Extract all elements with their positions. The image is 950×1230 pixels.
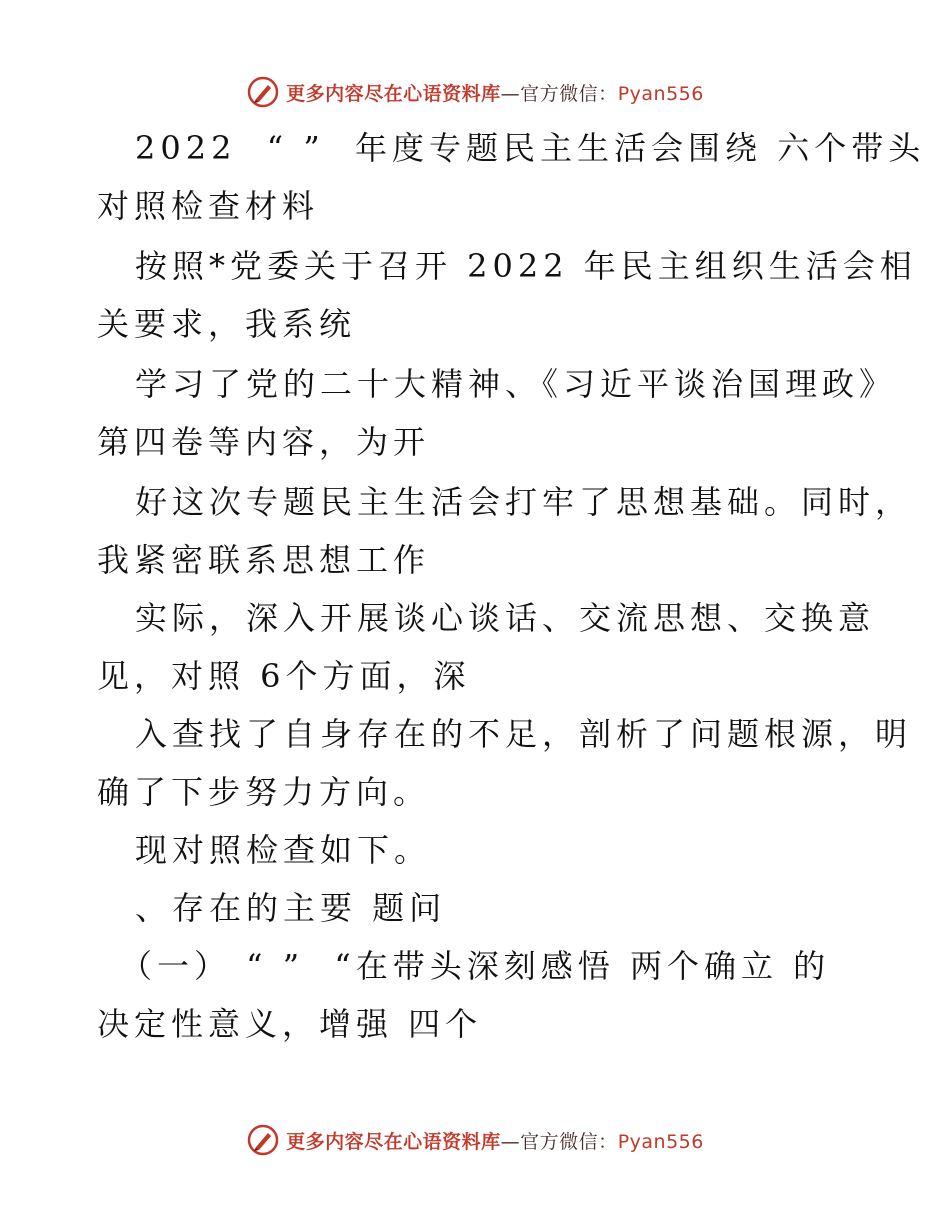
paragraph-line: 见，对照 6个方面，深 (97, 657, 471, 695)
paragraph-line: 现对照检查如下。 (135, 831, 432, 869)
paragraph-line: 决定性意义，增强 四个 (97, 1005, 483, 1043)
title-line-1: 2022 “ ” 年度专题民主生活会围绕 六个带头 (135, 129, 926, 167)
paragraph-line: 入查找了自身存在的不足，剖析了问题根源，明 (135, 715, 913, 753)
paragraph-line: 好这次专题民主生活会打牢了思想基础。同时， (135, 483, 913, 521)
watermark-wechat-id: Pyan556 (617, 82, 704, 105)
section-heading: 、存在的主要 题问 (135, 889, 447, 927)
paragraph-line: 按照*党委关于召开 2022 年民主组织生活会相 (135, 247, 917, 285)
paragraph-line: 实际，深入开展谈心谈话、交流思想、交换意 (135, 599, 876, 637)
watermark-site-text: 更多内容尽在心语资料库 (286, 1130, 501, 1153)
pen-nib-logo-icon (246, 1123, 280, 1157)
paragraph-line: 关要求，我系统 (97, 305, 357, 343)
title-line-2: 对照检查材料 (97, 187, 320, 225)
paragraph-line: 确了下步努力方向。 (97, 773, 431, 811)
watermark-wechat-label: —官方微信： (500, 1130, 618, 1153)
watermark-wechat-label: —官方微信： (500, 82, 618, 105)
footer-watermark (0, 1118, 950, 1162)
paragraph-line: 学习了党的二十大精神、《习近平谈治国理政》 (135, 365, 897, 403)
paragraph-line: 我紧密联系思想工作 (97, 541, 431, 579)
watermark-wechat-id: Pyan556 (617, 1130, 704, 1153)
paragraph-line: 第四卷等内容，为开 (97, 423, 431, 461)
subsection-heading: （一） “ ” “在带头深刻感悟 两个确立 的 (120, 947, 831, 985)
watermark-site-text: 更多内容尽在心语资料库 (286, 82, 501, 105)
